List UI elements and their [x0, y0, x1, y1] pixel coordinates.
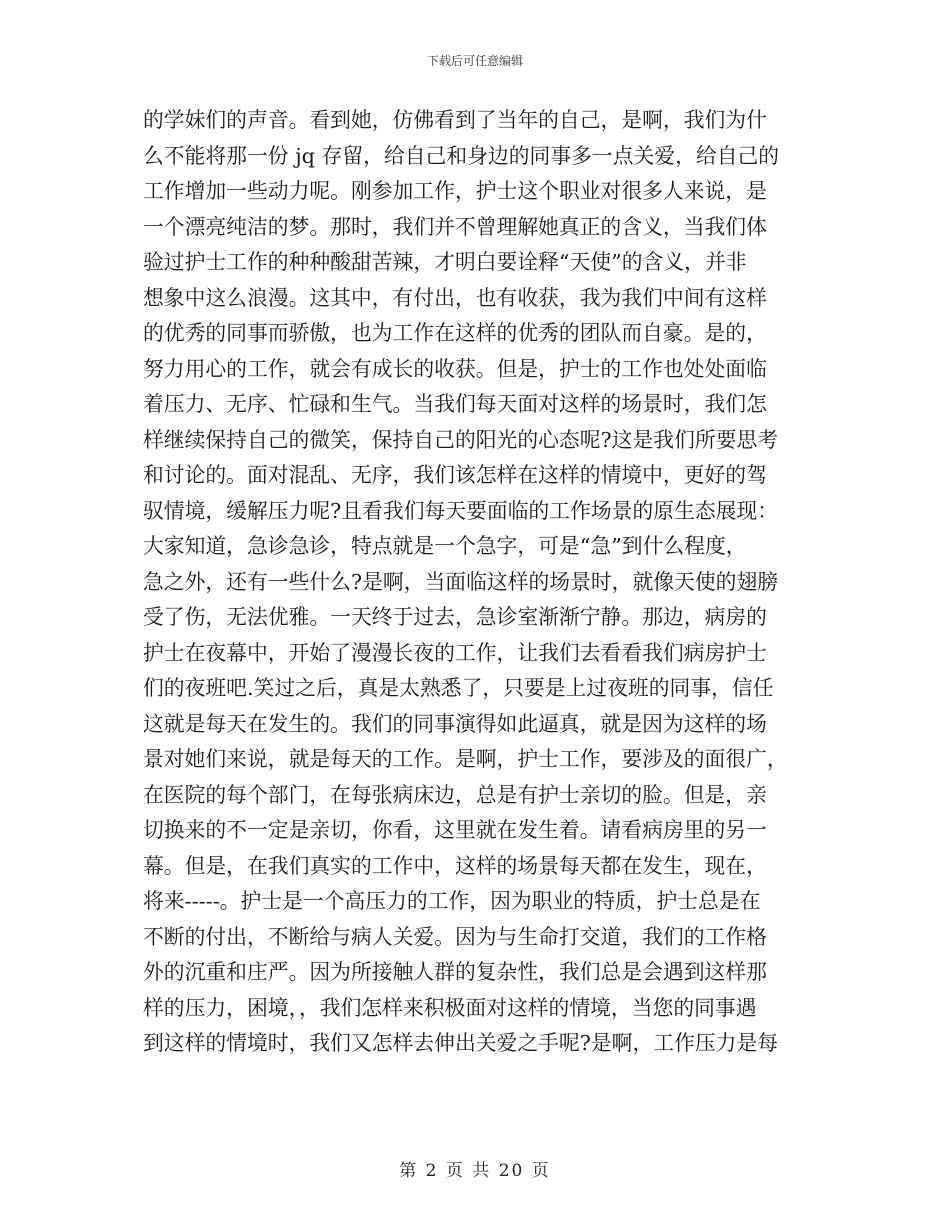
text-line: 的优秀的同事而骄傲，也为工作在这样的优秀的团队而自豪。是的， [143, 321, 767, 345]
text-line: 一个漂亮纯洁的梦。那时，我们并不曾理解她真正的含义，当我们体 [143, 214, 767, 239]
text-line: 受了伤，无法优雅。一天终于过去，急诊室渐渐宁静。那边，病房的 [143, 605, 767, 629]
text-line: 大家知道，急诊急诊，特点就是一个急字，可是“急”到什么程度， [143, 534, 747, 558]
text-line: 护士在夜幕中，开始了漫漫长夜的工作，让我们去看看我们病房护士 [143, 640, 767, 665]
text-line: 样继续保持自己的微笑，保持自己的阳光的心态呢?这是我们所要思考 [143, 427, 779, 452]
text-line: 的学妹们的声音。看到她，仿佛看到了当年的自己，是啊，我们为什 [143, 108, 767, 132]
text-line: 切换来的不一定是亲切，你看，这里就在发生着。请看病房里的另一 [143, 818, 767, 842]
text-line: 想象中这么浪漫。这其中，有付出，也有收获，我为我们中间有这样 [143, 285, 767, 310]
body-text [143, 103, 808, 1062]
text-line: 景对她们来说，就是每天的工作。是啊，护士工作，要涉及的面很广， [143, 747, 788, 771]
text-line: 么不能将那一份 jq 存留，给自己和身边的同事多一点关爱，给自己的 [143, 143, 780, 168]
text-line: 工作增加一些动力呢。刚参加工作，护士这个职业对很多人来说，是 [143, 179, 767, 203]
text-line: 在医院的每个部门，在每张病床边，总是有护士亲切的脸。但是，亲 [143, 782, 767, 807]
text-line: 驭情境，缓解压力呢?且看我们每天要面临的工作场景的原生态展现： [143, 498, 779, 523]
page-footer: 第 2 页 共 20 页 [399, 1161, 551, 1181]
text-line: 这就是每天在发生的。我们的同事演得如此逼真，就是因为这样的场 [143, 711, 767, 736]
text-line: 到这样的情境时，我们又怎样去伸出关爱之手呢?是啊，工作压力是每 [143, 1031, 779, 1055]
text-line: 努力用心的工作，就会有成长的收获。但是，护士的工作也处处面临 [143, 356, 767, 381]
text-line: 将来-----。护士是一个高压力的工作，因为职业的特质，护士总是在 [143, 889, 761, 913]
text-line: 们的夜班吧.笑过之后，真是太熟悉了，只要是上过夜班的同事，信任 [143, 676, 774, 700]
text-line: 急之外，还有一些什么?是啊，当面临这样的场景时，就像天使的翅膀 [143, 569, 779, 594]
text-line: 不断的付出，不断给与病人关爱。因为与生命打交道，我们的工作格 [143, 924, 767, 949]
text-line: 验过护士工作的种种酸甜苦辣，才明白要诠释“天使”的含义，并非 [143, 250, 747, 274]
page-header: 下载后可任意编辑 [426, 54, 523, 68]
text-line: 着压力、无序、忙碌和生气。当我们每天面对这样的场景时，我们怎 [143, 392, 767, 416]
text-line: 幕。但是，在我们真实的工作中，这样的场景每天都在发生，现在， [143, 853, 767, 878]
text-line: 外的沉重和庄严。因为所接触人群的复杂性，我们总是会遇到这样那 [143, 960, 767, 984]
text-line: 样的压力，困境，，我们怎样来积极面对这样的情境，当您的同事遇 [143, 995, 757, 1020]
text-line: 和讨论的。面对混乱、无序，我们该怎样在这样的情境中，更好的驾 [143, 463, 767, 487]
